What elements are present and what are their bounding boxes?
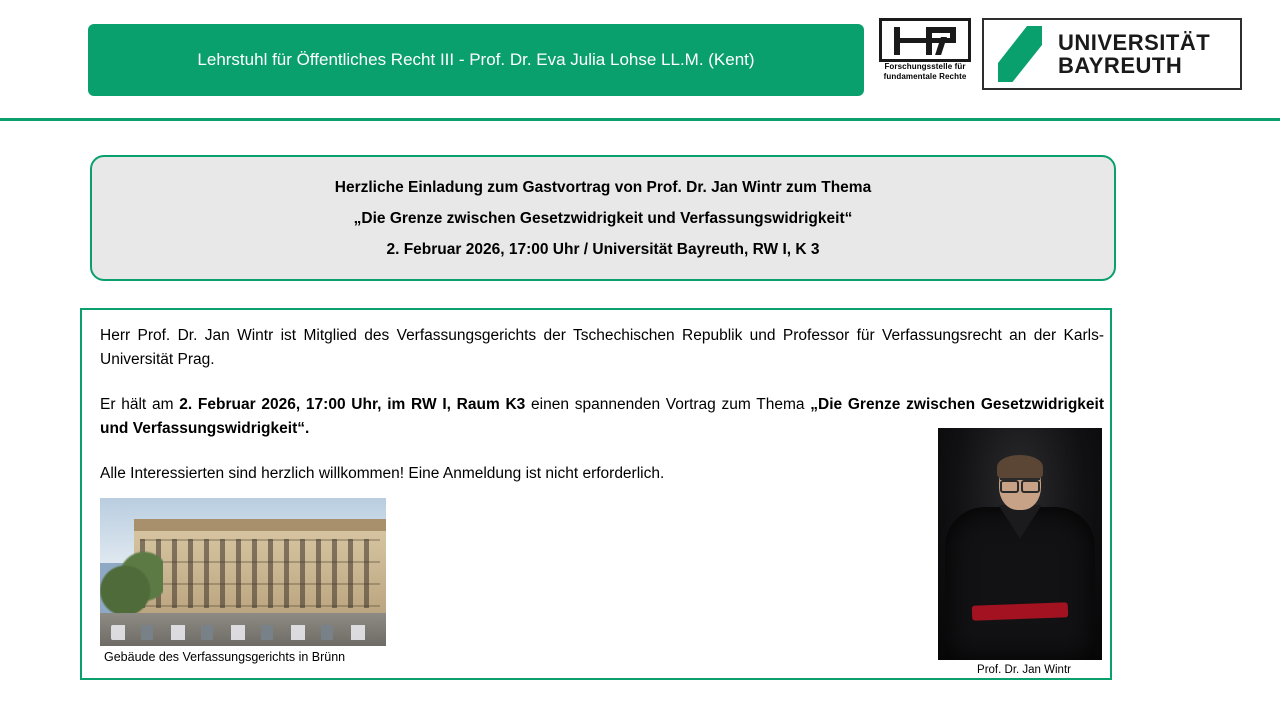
invitation-line-2: „Die Grenze zwischen Gesetzwidrigkeit und Verfassungswidrigkeit“ bbox=[353, 209, 853, 227]
portrait-hair bbox=[997, 455, 1043, 479]
invitation-box bbox=[90, 155, 1116, 281]
photo-roofline bbox=[134, 519, 386, 531]
page-header bbox=[0, 0, 1280, 120]
invitation-line-1: Herzliche Einladung zum Gastvortrag von Prof. Dr. Jan Wintr zum Thema bbox=[334, 178, 872, 196]
ffr-logo-caption bbox=[876, 62, 974, 82]
photo-windows bbox=[140, 539, 380, 607]
invitation-line-3: 2. Februar 2026, 17:00 Uhr / Universität Bayreuth, RW I, K 3 bbox=[386, 240, 820, 258]
speaker-portrait-photo bbox=[938, 428, 1102, 660]
chair-title-text: Lehrstuhl für Öffentliches Recht III - Prof. Dr. Eva Julia Lohse LL.M. (Kent) bbox=[197, 49, 755, 69]
ffr-logo-line1: Forschungsstelle für bbox=[884, 62, 966, 71]
ubt-logo-word1: UNIVERSITÄT bbox=[1058, 29, 1211, 55]
ffr-monogram-icon bbox=[879, 18, 971, 62]
header-divider bbox=[0, 118, 1280, 121]
ubt-slash-icon bbox=[990, 20, 1052, 88]
chair-title-bar bbox=[88, 24, 864, 96]
paragraph-2-bold-date: 2. Februar 2026, 17:00 Uhr, im RW I, Raum K3 bbox=[179, 396, 526, 414]
glasses-icon bbox=[1000, 478, 1040, 490]
ubt-logo-word2: BAYREUTH bbox=[1058, 53, 1183, 78]
ubt-logo-wordmark bbox=[1052, 31, 1240, 77]
paragraph-2-bold-topic: „Die Grenze zwischen Gesetzwidrigkeit und Verfassungswidrigkeit“. bbox=[100, 396, 1105, 438]
photo-trees bbox=[100, 548, 163, 619]
ffr-logo-line2: fundamentale Rechte bbox=[883, 72, 967, 81]
description-paragraph-3: Alle Interessierten sind herzlich willkommen! Eine Anmeldung ist nicht erforderlich. bbox=[100, 465, 665, 483]
university-bayreuth-logo bbox=[982, 18, 1242, 90]
constitutional-court-building-photo bbox=[100, 498, 386, 646]
court-photo-caption: Gebäude des Verfassungsgerichts in Brünn bbox=[104, 650, 346, 664]
portrait-photo-caption: Prof. Dr. Jan Wintr bbox=[977, 664, 1071, 676]
paragraph-2-text-a: Er hält am bbox=[100, 396, 180, 414]
photo-cars bbox=[111, 625, 374, 640]
description-paragraph-1: Herr Prof. Dr. Jan Wintr ist Mitglied des Verfassungsgerichts der Tschechischen Republik und Professor für Verfassungsrecht an der Karls-Universität Prag. bbox=[100, 327, 1104, 369]
paragraph-2-text-b: einen spannenden Vortrag zum Thema bbox=[525, 396, 811, 414]
forschungsstelle-logo bbox=[876, 18, 974, 88]
